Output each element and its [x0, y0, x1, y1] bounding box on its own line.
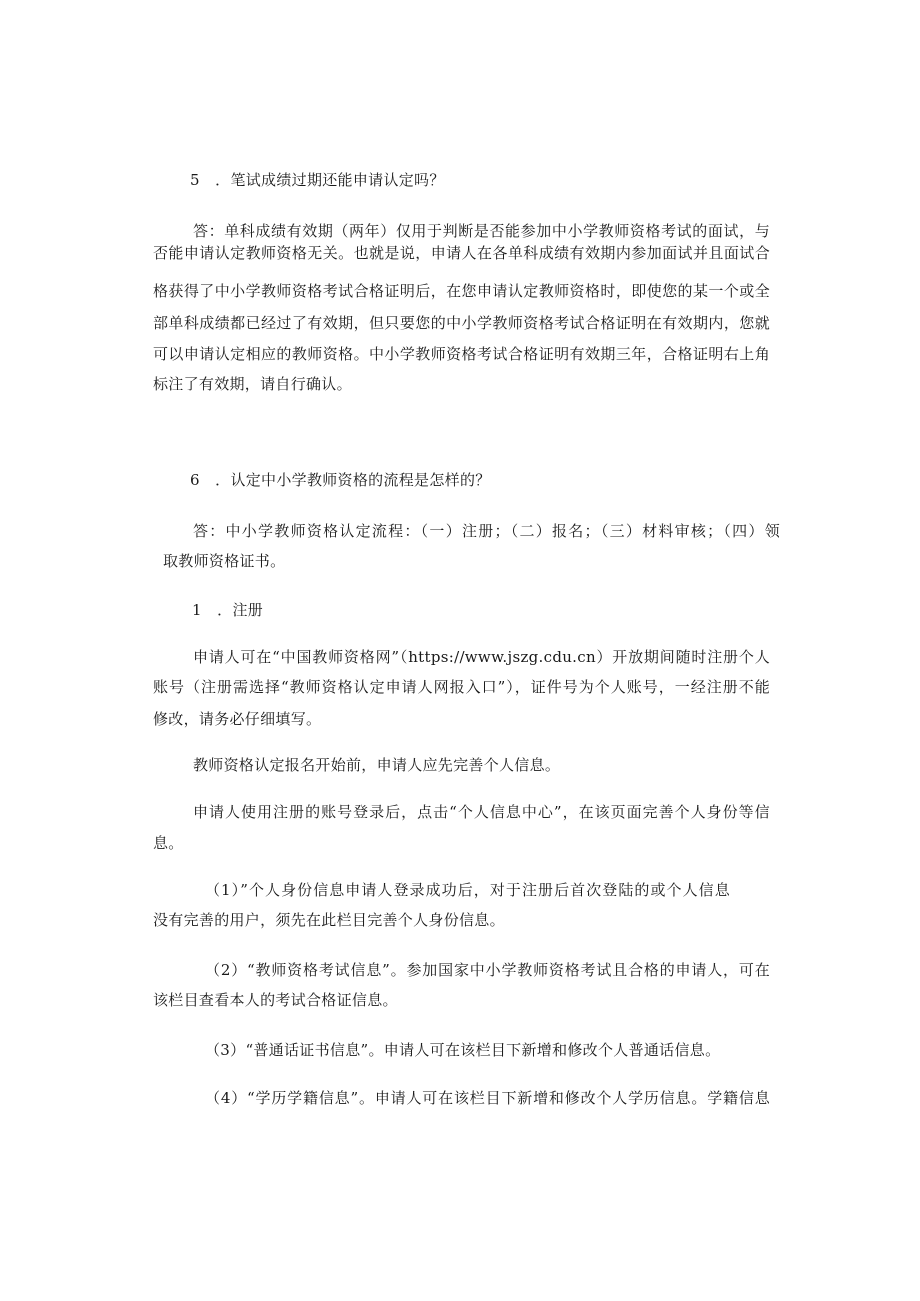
answer-6-line-1: 答：中小学教师资格认定流程：（一）注册；（二）报名；（三）材料审核；（四）领	[193, 522, 780, 540]
step-1-para-1-line-2: 账号（注册需选择“教师资格认定申请人网报入口”），证件号为个人账号，一经注册不能	[153, 678, 770, 696]
step-1-para-3-line-1: 申请人使用注册的账号登录后，点击“个人信息中心”，在该页面完善个人身份等信	[193, 803, 770, 821]
answer-5-line-6: 标注了有效期，请自行确认。	[153, 375, 352, 393]
step-1-heading: 1 ．注册	[192, 601, 264, 619]
answer-5-line-1: 答：单科成绩有效期（两年）仅用于判断是否能参加中小学教师资格考试的面试，与	[193, 222, 770, 240]
step-1-para-1-line-3: 修改，请务必仔细填写。	[153, 710, 322, 728]
answer-5-line-5: 可以申请认定相应的教师资格。中小学教师资格考试合格证明有效期三年，合格证明右上角	[153, 345, 770, 363]
question-6: 6 ．认定中小学教师资格的流程是怎样的？	[190, 471, 491, 489]
item-4-line-1: （4）“学历学籍信息”。申请人可在该栏目下新增和修改个人学历信息。学籍信息	[205, 1089, 770, 1107]
answer-5-line-3: 格获得了中小学教师资格考试合格证明后，在您申请认定教师资格时，即使您的某一个或全	[153, 282, 770, 300]
item-2-line-2: 该栏目查看本人的考试合格证信息。	[153, 991, 398, 1009]
item-3-line-1: （3）“普通话证书信息”。申请人可在该栏目下新增和修改个人普通话信息。	[205, 1041, 721, 1059]
answer-5-line-4: 部单科成绩都已经过了有效期，但只要您的中小学教师资格考试合格证明在有效期内，您就	[153, 314, 770, 332]
step-1-para-3-line-2: 息。	[153, 834, 184, 852]
step-1-para-2: 教师资格认定报名开始前，申请人应先完善个人信息。	[193, 756, 561, 774]
answer-5-line-2: 否能申请认定教师资格无关。也就是说，申请人在各单科成绩有效期内参加面试并且面试合	[153, 244, 770, 262]
item-2-line-1: （2）“教师资格考试信息”。参加国家中小学教师资格考试且合格的申请人，可在	[205, 961, 770, 979]
step-1-para-1-line-1: 申请人可在“中国教师资格网”（https://www.jszg.cdu.cn）开放期间随时注册个人	[193, 648, 770, 666]
question-5: 5 ．笔试成绩过期还能申请认定吗？	[190, 171, 445, 189]
item-1-line-2: 没有完善的用户，须先在此栏目完善个人身份信息。	[153, 911, 505, 929]
item-1-line-1: （1）”个人身份信息申请人登录成功后，对于注册后首次登陆的或个人信息	[205, 881, 730, 899]
answer-6-line-2: 取教师资格证书。	[163, 552, 286, 570]
